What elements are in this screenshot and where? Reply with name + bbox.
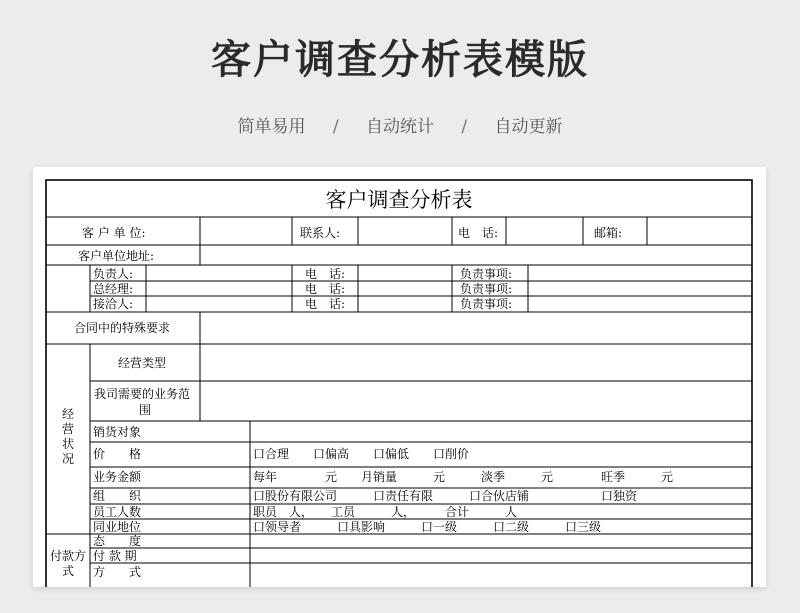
label-industry-position: 同业地位 <box>93 520 142 534</box>
label-liaison-duty: 负责事项: <box>460 297 513 311</box>
label-business-scope-cont: 围 <box>138 403 152 417</box>
label-price: 价 格 <box>93 447 142 461</box>
label-address: 客户单位地址: <box>78 249 155 263</box>
label-liaison: 接洽人: <box>93 297 134 311</box>
price-options: 口合理 口偏高 口偏低 口削价 <box>253 447 470 461</box>
feature-auto-stats: 自动统计 <box>366 117 434 137</box>
label-customer-unit: 客 户 单 位: <box>82 226 146 240</box>
label-payment-method-cont: 式 <box>61 564 75 578</box>
label-payment-method: 付款方 <box>50 549 87 563</box>
page-title: 客户调查分析表模版 <box>211 37 589 83</box>
label-business-scope: 我司需要的业务范 <box>94 387 191 401</box>
label-attitude: 态 度 <box>93 534 142 548</box>
feature-easy: 简单易用 <box>237 117 306 137</box>
separator: / <box>461 117 468 137</box>
organization-options: 口股份有限公司 口责任有限 口合伙店铺 口独资 <box>253 489 638 503</box>
label-contact: 联系人: <box>300 226 341 240</box>
label-responsible-phone: 电 话: <box>305 267 346 281</box>
feature-tagline <box>0 112 800 137</box>
label-payment-period: 付 款 期 <box>93 549 137 563</box>
label-employee-count: 员工人数 <box>93 505 142 519</box>
label-general-manager: 总经理: <box>93 282 134 296</box>
label-liaison-phone: 电 话: <box>305 297 346 311</box>
industry-position-options: 口领导者 口具影响 口一级 口二级 口三级 <box>253 520 602 534</box>
label-business-type: 经营类型 <box>118 356 167 370</box>
label-business-status: 经营状况 <box>61 407 75 466</box>
survey-form-grid <box>33 167 766 587</box>
form-title: 客户调查分析表 <box>325 188 473 212</box>
employee-count-fields: 职员 人， 工员 人， 合计 人 <box>253 505 518 519</box>
separator: / <box>332 117 339 137</box>
label-gm-duty: 负责事项: <box>460 282 513 296</box>
label-organization: 组 织 <box>93 489 142 503</box>
label-payment-way: 方 式 <box>93 565 142 579</box>
label-contract-requirements: 合同中的特殊要求 <box>74 321 171 335</box>
form-preview <box>33 167 766 587</box>
label-responsible-duty: 负责事项: <box>460 267 513 281</box>
label-sales-target: 销货对象 <box>93 425 142 439</box>
label-business-amount: 业务金额 <box>93 470 142 484</box>
label-email: 邮箱: <box>594 226 623 240</box>
label-responsible: 负责人: <box>93 267 134 281</box>
label-phone: 电 话: <box>458 226 499 240</box>
label-gm-phone: 电 话: <box>305 282 346 296</box>
feature-auto-update: 自动更新 <box>494 117 563 137</box>
business-amount-fields: 每年 元 月销量 元 淡季 元 旺季 元 <box>253 470 674 484</box>
